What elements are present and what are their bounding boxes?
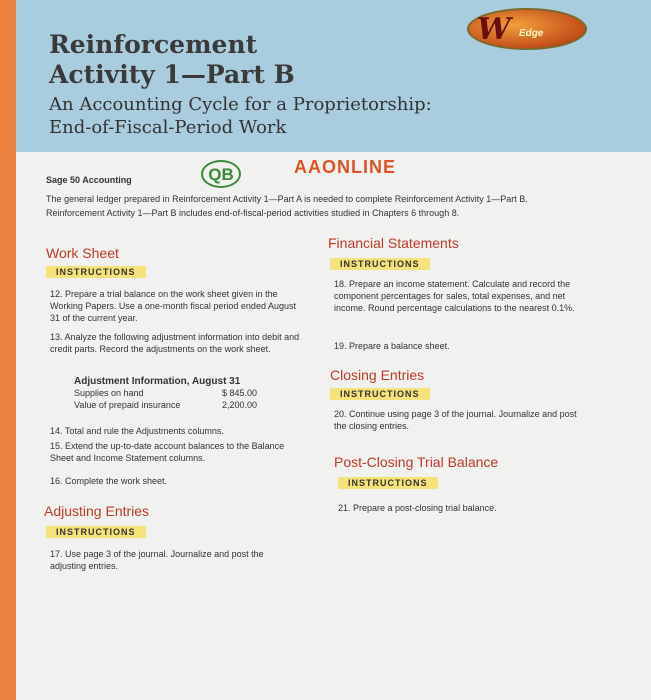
logo-tag: Edge: [519, 28, 544, 39]
adjustment-value: 2,200.00: [222, 400, 258, 410]
adjustment-value: $ 845.00: [222, 388, 258, 398]
adjustment-row: [74, 399, 274, 411]
item-16: 16. Complete the work sheet.: [50, 476, 168, 486]
work-sheet-heading: Work Sheet: [46, 245, 119, 261]
adjustment-row: [74, 387, 274, 399]
adjusting-entries-heading: Adjusting Entries: [44, 503, 150, 519]
item-21: 21. Prepare a post-closing trial balance.: [338, 503, 497, 513]
financial-statements-heading: Financial Statements: [328, 235, 459, 251]
title-line-2: Activity 1—Part B: [49, 60, 295, 89]
sage-label: Sage 50 Accounting: [46, 175, 132, 185]
textbook-page: [16, 0, 651, 700]
logo-letter: W: [477, 12, 511, 47]
adjustment-info-heading: Adjustment Information, August 31: [74, 376, 241, 387]
item-15: 15. Extend the up-to-date account balances to the Balance Sheet and Income Statement columns.: [50, 441, 285, 463]
adjustment-label: Supplies on hand: [74, 388, 144, 398]
item-14: 14. Total and rule the Adjustments columns.: [50, 426, 224, 436]
adjustment-label: Value of prepaid insurance: [74, 400, 181, 410]
page-subtitle: [49, 93, 432, 139]
work-sheet-instructions-label: INSTRUCTIONS: [46, 266, 146, 278]
aaonline-logo: AAONLINE: [294, 157, 396, 177]
item-20: 20. Continue using page 3 of the journal. Journalize and post the closing entries.: [334, 409, 577, 431]
title-banner: [16, 0, 651, 152]
item-19: 19. Prepare a balance sheet.: [334, 341, 450, 351]
intro-line-2: Reinforcement Activity 1—Part B includes end-of-fiscal-period activities studied in Chapters 6 through 8.: [46, 208, 460, 218]
post-closing-instructions-label: INSTRUCTIONS: [338, 477, 438, 489]
post-closing-heading: Post-Closing Trial Balance: [334, 454, 499, 470]
title-line-1: Reinforcement: [49, 30, 258, 59]
closing-entries-heading: Closing Entries: [330, 367, 425, 383]
closing-instructions-label: INSTRUCTIONS: [330, 388, 430, 400]
item-17: 17. Use page 3 of the journal. Journalize and post the adjusting entries.: [50, 549, 264, 571]
financial-instructions-label: INSTRUCTIONS: [330, 258, 430, 270]
page-title: [49, 30, 295, 90]
adjusting-instructions-label: INSTRUCTIONS: [46, 526, 146, 538]
intro-line-1: The general ledger prepared in Reinforcement Activity 1—Part A is needed to complete Reinforcement Activity 1—Part B.: [46, 194, 528, 204]
subtitle-line-2: End-of-Fiscal-Period Work: [49, 117, 287, 138]
qb-icon: QB: [201, 160, 241, 188]
adjustment-info-table: [74, 376, 274, 411]
subtitle-line-1: An Accounting Cycle for a Proprietorship:: [49, 94, 432, 115]
item-13: 13. Analyze the following adjustment information into debit and credit parts. Record the adjustments on the work sheet.: [50, 332, 300, 354]
intro-text: [46, 192, 591, 220]
item-12: 12. Prepare a trial balance on the work sheet given in the Working Papers. Use a one-month fiscal period ended August 31 of the current year.: [50, 289, 296, 323]
left-edge-strip: [0, 0, 16, 700]
winning-edge-logo: [467, 8, 587, 50]
item-18: 18. Prepare an income statement. Calculate and record the component percentages for sales, total expenses, and net income. Round percentage calculations to the nearest 0.1%.: [334, 279, 575, 313]
